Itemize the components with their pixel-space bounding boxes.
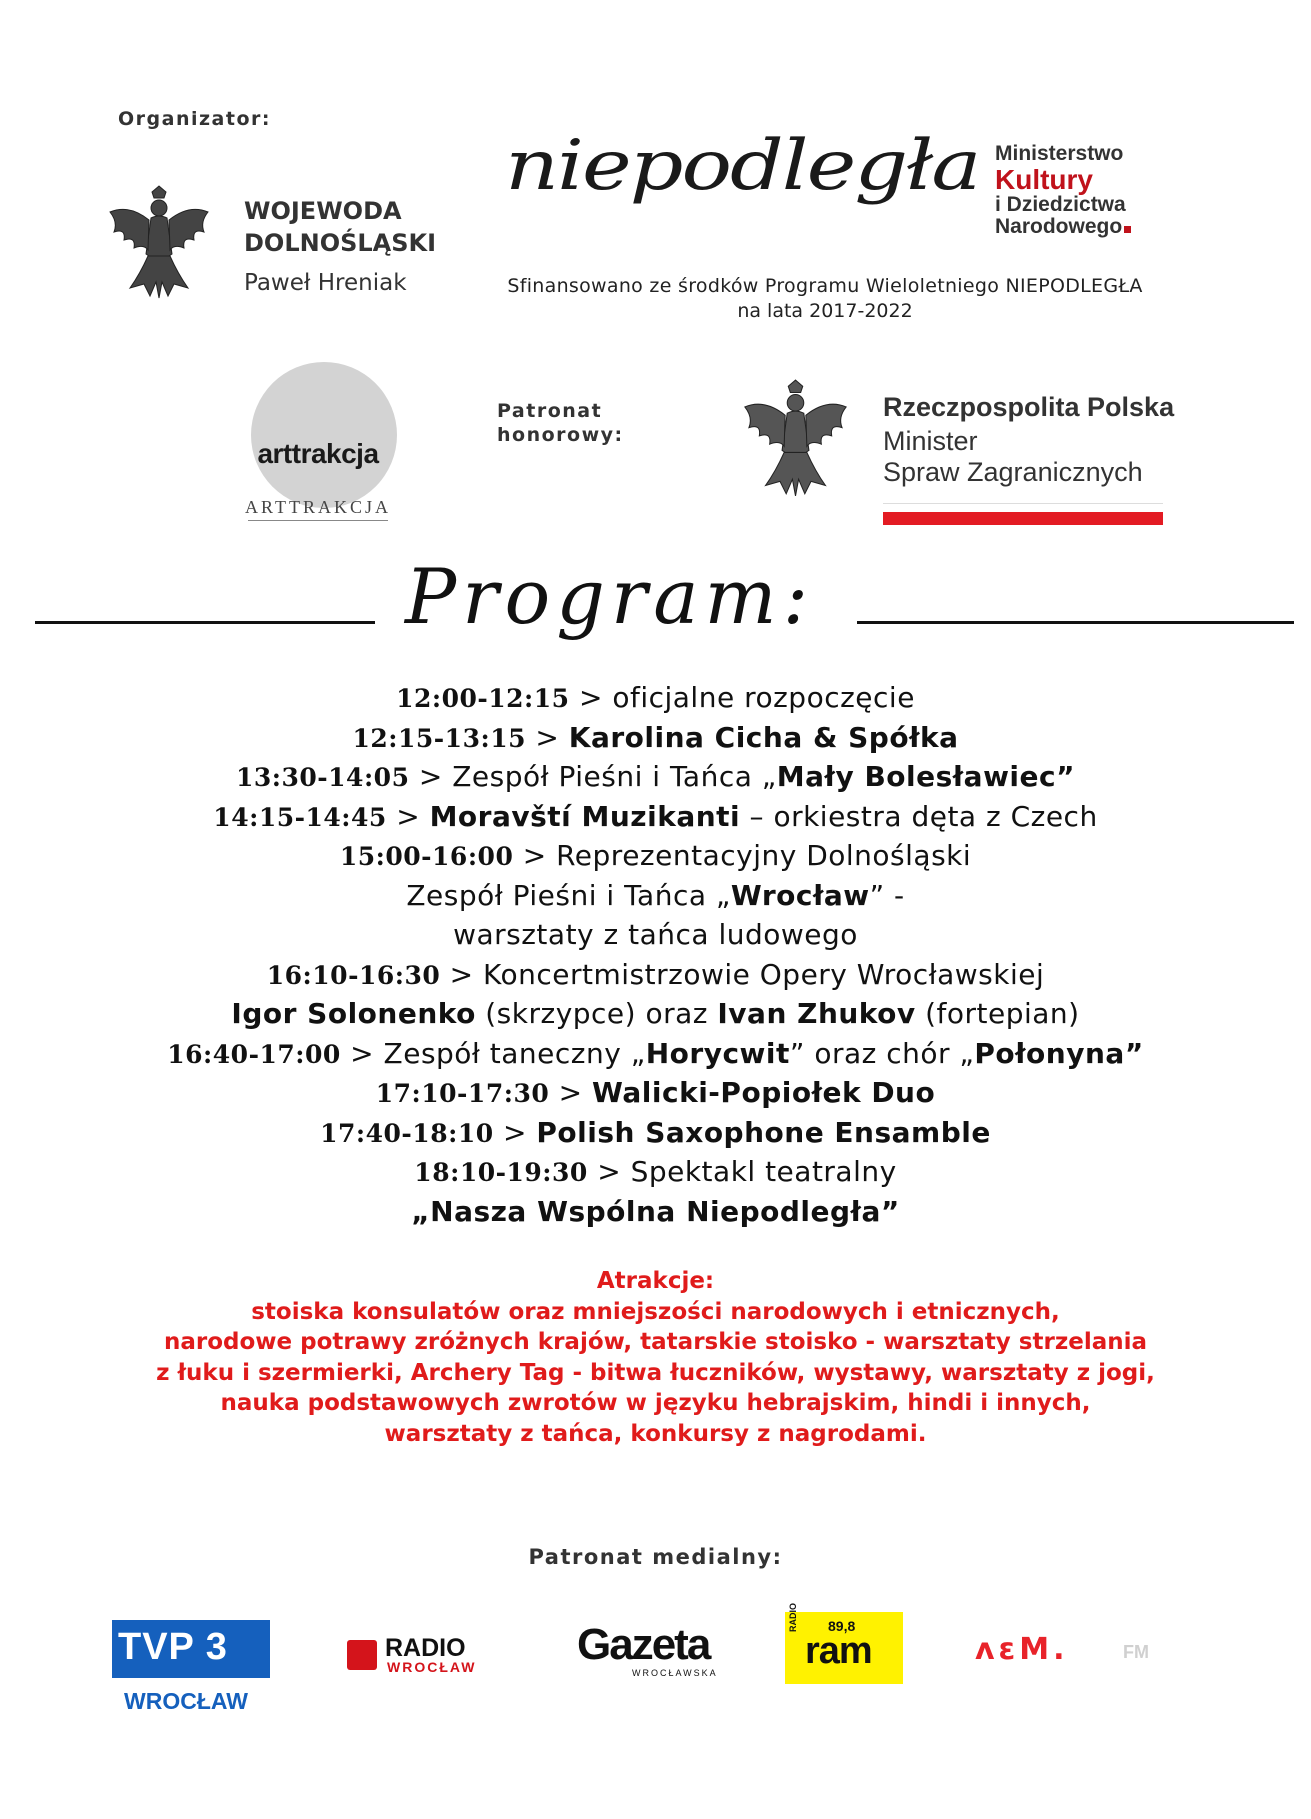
schedule-text: (fortepian) — [915, 997, 1080, 1030]
schedule-item — [0, 1152, 1311, 1192]
tvp3-city: WROCŁAW — [124, 1688, 248, 1714]
schedule-time: 13:30-14:05 — [235, 763, 410, 792]
attractions-heading: Atrakcje: — [596, 1268, 715, 1294]
arttrakcja-logo — [238, 362, 398, 532]
polish-eagle-emblem-icon — [104, 184, 214, 302]
schedule-performer: Karolina Cicha & Spółka — [568, 720, 959, 754]
schedule-performer: „Nasza Wspólna Niepodległa” — [411, 1194, 900, 1228]
schedule-performer: Walicki-Popiołek Duo — [592, 1076, 936, 1109]
ram-frequency: 89,8 — [828, 1618, 856, 1634]
attractions-line: stoiska konsulatów oraz mniejszości narodowych i etnicznych, — [251, 1298, 1060, 1325]
schedule-separator: > — [493, 1115, 537, 1149]
schedule-time: 16:10-16:30 — [266, 960, 441, 990]
wojewoda-title: WOJEWODA — [244, 197, 402, 225]
schedule-item — [0, 1034, 1311, 1074]
schedule-text: Reprezentacyjny Dolnośląski — [556, 839, 972, 872]
attractions-line: nauka podstawowych zwrotów w języku hebrajskim, hindi i innych, — [220, 1390, 1091, 1416]
gazeta-subtitle: WROCŁAWSKA — [632, 1668, 718, 1678]
schedule-text: Zespół taneczny „ — [383, 1036, 646, 1070]
schedule-item — [0, 757, 1311, 797]
msz-subtitle: Minister — [883, 426, 978, 456]
organizer-label: Organizator: — [118, 108, 271, 130]
schedule-performer: Polish Saxophone Ensamble — [536, 1115, 991, 1149]
program-title: Program: — [405, 552, 815, 641]
schedule-separator: > — [340, 1036, 384, 1070]
radio-grid-icon — [347, 1640, 377, 1670]
msz-title: Rzeczpospolita Polska — [883, 392, 1175, 422]
schedule-text: warsztaty z tańca ludowego — [453, 918, 858, 951]
rem-fm-logo — [975, 1632, 1165, 1672]
divider — [248, 520, 388, 521]
schedule-time: 12:15-13:15 — [352, 723, 526, 753]
schedule-separator: > — [513, 839, 557, 872]
schedule-time: 16:40-17:00 — [167, 1039, 341, 1069]
rem-word: ʌɛM. — [975, 1632, 1069, 1667]
schedule-text: ” — [1124, 1036, 1144, 1070]
tvp3-logo-text: TVP 3 — [118, 1626, 228, 1668]
arttrakcja-word: arttrakcja — [257, 438, 379, 469]
schedule-separator: > — [525, 720, 569, 754]
schedule-text: Spektakl teatralny — [630, 1155, 897, 1188]
ram-radio-label: RADIO — [788, 1603, 798, 1632]
honorary-patronage-label: Patronat — [497, 400, 603, 422]
schedule-item — [0, 955, 1311, 995]
schedule-separator: > — [440, 957, 484, 991]
schedule-item — [0, 718, 1311, 758]
schedule-separator: > — [569, 681, 613, 714]
arttrakcja-subtitle: ARTTRAKCJA — [245, 497, 391, 517]
schedule-performer: Ivan Zhukov — [717, 997, 916, 1030]
ministry-dot-icon — [1124, 226, 1131, 233]
schedule-performer: Moravští Muzikanti — [429, 799, 741, 833]
schedule-separator: > — [549, 1076, 593, 1109]
schedule-separator: > — [386, 799, 430, 833]
schedule-text: Zespół Pieśni i Tańca „ — [406, 878, 731, 912]
attractions-line: narodowe potrawy zróżnych krajów, tatarskie stoisko - warsztaty strzelania — [163, 1329, 1148, 1355]
ministry-line: Kultury — [995, 164, 1093, 196]
schedule-item — [0, 876, 1311, 916]
wojewoda-name: Paweł Hreniak — [244, 270, 407, 296]
financing-note: Sfinansowano ze środków Programu Wieloletniego NIEPODLEGŁA — [507, 275, 1143, 297]
schedule-text: ” oraz chór „ — [789, 1036, 975, 1070]
schedule-item — [0, 797, 1311, 837]
divider — [857, 621, 1294, 624]
schedule-text: Koncertmistrzowie Opery Wrocławskiej — [483, 957, 1045, 991]
schedule-performer: Igor Solonenko — [231, 997, 476, 1030]
schedule-text: oficjalne rozpoczęcie — [612, 681, 915, 714]
tvp3-logo — [112, 1620, 272, 1720]
schedule-text: Zespół Pieśni i Tańca „ — [452, 760, 777, 793]
schedule-time: 12:00-12:15 — [396, 684, 570, 713]
program-schedule — [0, 678, 1311, 1231]
schedule-text: ” — [1056, 760, 1076, 793]
schedule-item — [0, 678, 1311, 718]
attractions-line: z łuku i szermierki, Archery Tag - bitwa łuczników, wystawy, warsztaty z jogi, — [156, 1359, 1155, 1386]
schedule-item — [0, 1192, 1311, 1232]
schedule-performer: Horycwit — [645, 1036, 790, 1070]
gazeta-wroclawska-logo — [577, 1620, 747, 1680]
ministry-line: Ministerstwo — [995, 142, 1124, 165]
ministry-line: i Dziedzictwa — [995, 193, 1126, 217]
wojewoda-region: DOLNOŚLĄSKI — [244, 229, 437, 257]
schedule-text: ” - — [869, 878, 905, 912]
honorary-patronage-label: honorowy: — [497, 424, 624, 446]
schedule-time: 15:00-16:00 — [339, 842, 514, 871]
schedule-time: 17:40-18:10 — [320, 1118, 494, 1148]
schedule-performer: Wrocław — [730, 878, 870, 912]
radio-wroclaw-logo — [347, 1634, 532, 1674]
ministry-line: Narodowego — [995, 215, 1123, 239]
schedule-separator: > — [409, 760, 453, 793]
niepodlegla-logo: niepodległa — [505, 125, 980, 206]
rem-fm-suffix: FM — [1123, 1642, 1149, 1662]
schedule-time: 17:10-17:30 — [375, 1079, 550, 1108]
schedule-text: – orkiestra dęta z Czech — [740, 799, 1098, 833]
ministry-culture-logo — [995, 143, 1175, 239]
gazeta-word: Gazeta — [577, 1620, 710, 1669]
attractions-line: warsztaty z tańca, konkursy z nagrodami. — [384, 1420, 927, 1447]
schedule-performer: Mały Bolesławiec — [776, 760, 1057, 793]
schedule-time: 14:15-14:45 — [213, 802, 387, 832]
flag-stripe-red — [883, 512, 1163, 525]
schedule-item — [0, 836, 1311, 876]
financing-period: na lata 2017-2022 — [737, 300, 913, 322]
msz-subtitle: Spraw Zagranicznych — [883, 457, 1143, 487]
schedule-performer: Połonyna — [974, 1036, 1125, 1070]
schedule-item — [0, 1073, 1311, 1113]
radio-ram-logo — [785, 1603, 903, 1684]
radio-wroclaw-word: RADIO — [385, 1634, 466, 1662]
polish-eagle-emblem-icon — [738, 378, 853, 500]
attractions-section — [0, 1266, 1311, 1449]
schedule-text: (skrzypce) oraz — [475, 997, 718, 1030]
radio-wroclaw-city: WROCŁAW — [387, 1659, 477, 1675]
ram-word: ram — [805, 1630, 872, 1672]
schedule-item — [0, 1113, 1311, 1153]
schedule-time: 18:10-19:30 — [414, 1158, 588, 1187]
media-patronage-label: Patronat medialny: — [528, 1545, 783, 1569]
divider — [35, 621, 375, 624]
arttrakcja-circle — [251, 362, 397, 508]
schedule-item — [0, 915, 1311, 955]
schedule-separator: > — [587, 1155, 631, 1188]
flag-stripe-white — [883, 503, 1163, 504]
schedule-item — [0, 994, 1311, 1034]
